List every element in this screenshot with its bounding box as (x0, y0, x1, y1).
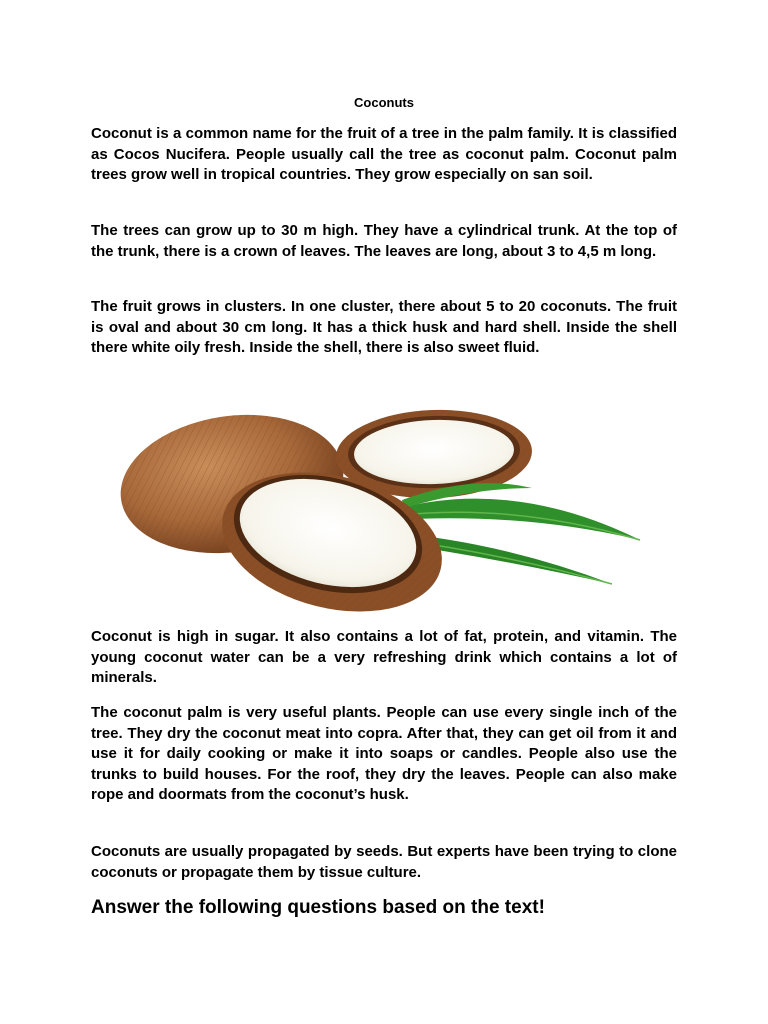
paragraph-tree: The trees can grow up to 30 m high. They have a cylindrical trunk. At the top of the trunk, there is a crown of leaves. The leaves are long, about 3 to 4,5 m long. (91, 222, 677, 260)
document-title: Coconuts (354, 95, 414, 110)
paragraph-propagation: Coconuts are usually propagated by seeds. But experts have been trying to clone coconuts or propagate them by tissue culture. (91, 843, 677, 881)
paragraph-intro: Coconut is a common name for the fruit of a tree in the palm family. It is classified as Cocos Nucifera. People usually call the tree as coconut palm. Coconut palm trees grow well in tropical countries. They grow especially on san soil. (91, 125, 677, 183)
paragraph-fruit: The fruit grows in clusters. In one cluster, there about 5 to 20 coconuts. The fruit is oval and about 30 cm long. It has a thick husk and hard shell. Inside the shell there white oily fresh. Inside the shell, there is also sweet fluid. (91, 298, 677, 356)
question-heading: Answer the following questions based on the text! (91, 897, 545, 918)
paragraph-nutrition: Coconut is high in sugar. It also contains a lot of fat, protein, and vitamin. The young coconut water can be a very refreshing drink which contains a lot of minerals. (91, 628, 677, 686)
paragraph-uses: The coconut palm is very useful plants. People can use every single inch of the tree. They dry the coconut meat into copra. After that, they can get oil from it and use it for daily cooking or make it into soaps or candles. People also use the trunks to build houses. For the roof, they dry the leaves. People can also make rope and doormats from the coconut’s husk. (91, 704, 677, 803)
coconut-image (92, 392, 676, 616)
